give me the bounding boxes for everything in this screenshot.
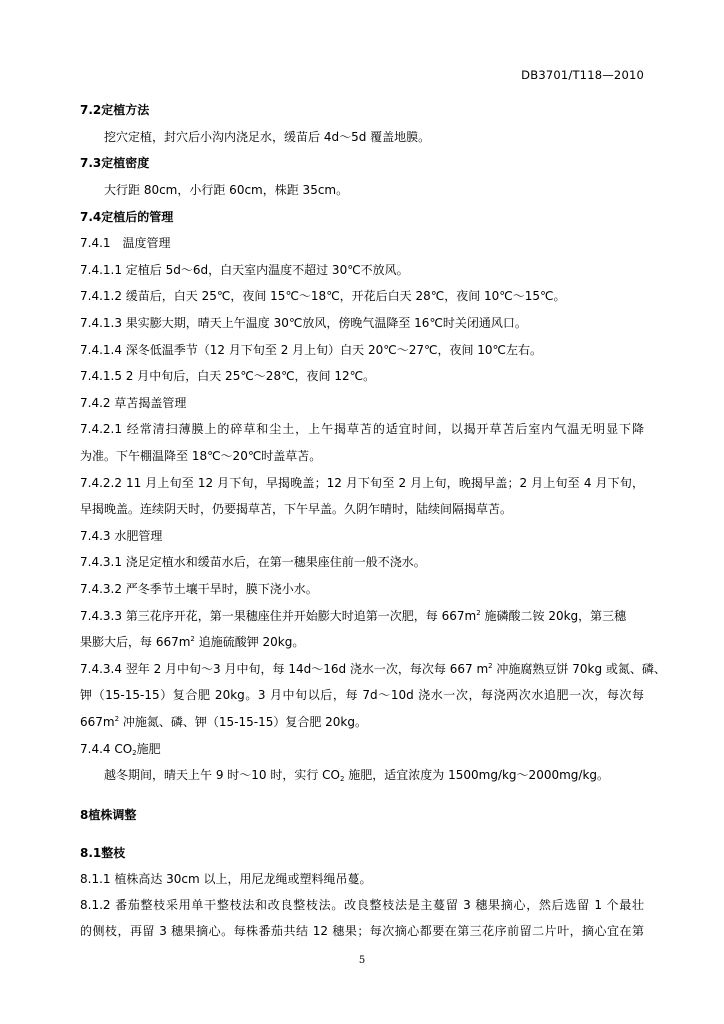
- clause-7-4-2-2-line2: 早揭晚盖。连续阴天时，仍要揭草苫，下午早盖。久阴乍晴时，陆续间隔揭草苫。: [80, 502, 513, 516]
- subscript: 2: [340, 775, 345, 783]
- paragraph-7-3: 大行距 80cm，小行距 60cm，株距 35cm。: [104, 183, 349, 197]
- clause-7-4-3-2: 7.4.3.2 严冬季节土壤干旱时，膜下浇小水。: [80, 582, 318, 596]
- heading-7-4-3: 7.4.3 水肥管理: [80, 529, 163, 543]
- heading-8-1: 8.1整枝: [80, 846, 126, 860]
- superscript: 2: [476, 609, 481, 617]
- text-run: 施肥，适宜浓度为 1500mg/kg～2000mg/kg。: [344, 768, 610, 782]
- clause-7-4-2-1-line1: 7.4.2.1 经常清扫薄膜上的碎草和尘土，上午揭草苫的适宜时间，以揭开草苫后室内气温无明显下降: [80, 422, 644, 436]
- heading-8: 8植株调整: [80, 808, 137, 822]
- heading-7-4-1: 7.4.1 温度管理: [80, 236, 171, 250]
- text-run: 667m: [80, 715, 115, 729]
- subscript: 2: [132, 749, 137, 757]
- standard-code-header: DB3701/T118—2010: [521, 68, 644, 82]
- clause-7-4-1-1: 7.4.1.1 定植后 5d～6d，白天室内温度不超过 30℃不放风。: [80, 263, 409, 277]
- clause-7-4-1-3: 7.4.1.3 果实膨大期，晴天上午温度 30℃放风，傍晚气温降至 16℃时关闭通风口。: [80, 316, 527, 330]
- text-run: 冲施腐熟豆饼 70kg 或氮、磷、: [492, 662, 666, 676]
- superscript: 2: [190, 635, 195, 643]
- heading-7-4: 7.4定植后的管理: [80, 210, 174, 224]
- clause-8-1-1: 8.1.1 植株高达 30cm 以上，用尼龙绳或塑料绳吊蔓。: [80, 872, 372, 886]
- text-run: 施肥: [136, 742, 161, 756]
- text-run: 7.4.3.4 翌年 2 月中旬～3 月中旬，每 14d～16d 浇水一次，每次每 667 m: [80, 662, 489, 676]
- text-run: 施磷酸二铵 20kg，第三穗: [480, 609, 627, 623]
- clause-7-4-2-1-line2: 为准。下午棚温降至 18℃～20℃时盖草苫。: [80, 449, 322, 463]
- paragraph-7-4-4: [104, 767, 609, 783]
- heading-7-4-4: [80, 741, 161, 757]
- clause-7-4-3-4-line1: [80, 661, 666, 677]
- superscript: 2: [114, 715, 120, 723]
- heading-7-4-2: 7.4.2 草苫揭盖管理: [80, 396, 187, 410]
- clause-7-4-3-4-line3: [80, 714, 367, 730]
- clause-8-1-2-line2: 的侧枝，再留 3 穗果摘心。每株番茄共结 12 穗果；每次摘心都要在第三花序前留二片叶，摘心宜在第: [80, 924, 644, 938]
- clause-7-4-1-4: 7.4.1.4 深冬低温季节（12 月下旬至 2 月上旬）白天 20℃～27℃，夜间 10℃左右。: [80, 343, 543, 357]
- heading-7-3: 7.3定植密度: [80, 156, 150, 170]
- text-run: 7.4.3.3 第三花序开花，第一果穗座住并开始膨大时追第一次肥，每 667m: [80, 609, 477, 623]
- superscript: 2: [488, 662, 493, 670]
- text-run: 追施硫酸钾 20kg。: [194, 635, 305, 649]
- clause-7-4-3-1: 7.4.3.1 浇足定植水和缓苗水后，在第一穗果座住前一般不浇水。: [80, 555, 426, 569]
- heading-7-2: 7.2定植方法: [80, 103, 150, 117]
- page-number: 5: [358, 955, 366, 966]
- text-run: 果膨大后，每 667m: [80, 635, 191, 649]
- text-run: 越冬期间，晴天上午 9 时～10 时，实行 CO: [104, 768, 340, 782]
- text-run: 冲施氮、磷、钾（15-15-15）复合肥 20kg。: [119, 715, 367, 729]
- clause-7-4-3-3-line1: [80, 608, 626, 624]
- clause-7-4-3-3-line2: [80, 634, 304, 650]
- clause-7-4-1-5: 7.4.1.5 2 月中旬后，白天 25℃～28℃，夜间 12℃。: [80, 369, 376, 383]
- clause-7-4-2-2-line1: 7.4.2.2 11 月上旬至 12 月下旬，早揭晚盖；12 月下旬至 2 月上旬，晚揭早盖；2 月上旬至 4 月下旬，: [80, 476, 644, 490]
- clause-7-4-3-4-line2: 钾（15-15-15）复合肥 20kg。3 月中旬以后，每 7d～10d 浇水一次，每浇两次水追肥一次，每次每: [80, 688, 644, 702]
- text-run: 7.4.4 CO: [80, 742, 133, 756]
- paragraph-7-2: 挖穴定植，封穴后小沟内浇足水，缓苗后 4d～5d 覆盖地膜。: [104, 130, 431, 144]
- clause-8-1-2-line1: 8.1.2 番茄整枝采用单干整枝法和改良整枝法。改良整枝法是主蔓留 3 穗果摘心，然后选留 1 个最壮: [80, 898, 644, 912]
- clause-7-4-1-2: 7.4.1.2 缓苗后，白天 25℃，夜间 15℃～18℃，开花后白天 28℃，夜间 10℃～15℃。: [80, 289, 566, 303]
